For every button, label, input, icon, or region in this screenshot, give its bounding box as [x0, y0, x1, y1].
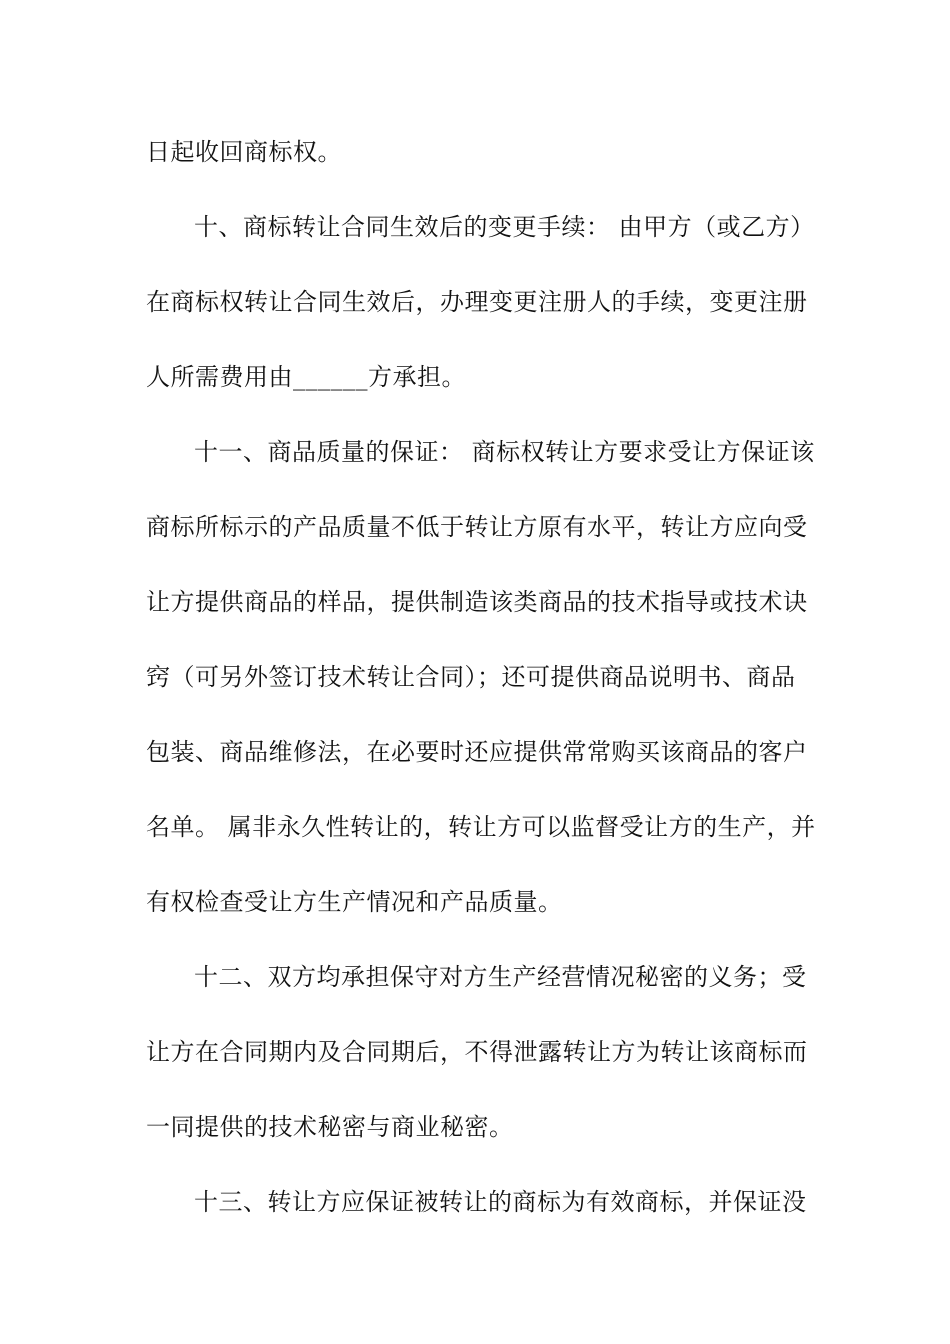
- text-line: 一同提供的技术秘密与商业秘密。: [146, 1113, 514, 1141]
- text-line: 商标所标示的产品质量不低于转让方原有水平，转让方应向受: [146, 513, 808, 541]
- text-line: 人所需费用由______方承担。: [146, 363, 466, 391]
- clause-12-heading: 十二、双方均承担保守对方生产经营情况秘密的义务；受: [194, 963, 807, 991]
- clause-11-heading: 十一、商品质量的保证： 商标权转让方要求受让方保证该: [194, 438, 815, 466]
- clause-10-heading: 十、商标转让合同生效后的变更手续： 由甲方（或乙方）: [194, 213, 815, 241]
- text-line: 窍（可另外签订技术转让合同）；还可提供商品说明书、商品: [146, 663, 796, 691]
- text-line: 包装、商品维修法，在必要时还应提供常常购买该商品的客户: [146, 738, 808, 766]
- text-line: 日起收回商标权。: [146, 138, 342, 166]
- text-line: 在商标权转让合同生效后，办理变更注册人的手续，变更注册: [146, 288, 808, 316]
- clause-13-heading: 十三、转让方应保证被转让的商标为有效商标，并保证没: [194, 1188, 807, 1216]
- text-line: 让方提供商品的样品，提供制造该类商品的技术指导或技术诀: [146, 588, 808, 616]
- text-line: 让方在合同期内及合同期后，不得泄露转让方为转让该商标而: [146, 1038, 808, 1066]
- text-line: 名单。 属非永久性转让的，转让方可以监督受让方的生产，并: [146, 813, 816, 841]
- text-line: 有权检查受让方生产情况和产品质量。: [146, 888, 563, 916]
